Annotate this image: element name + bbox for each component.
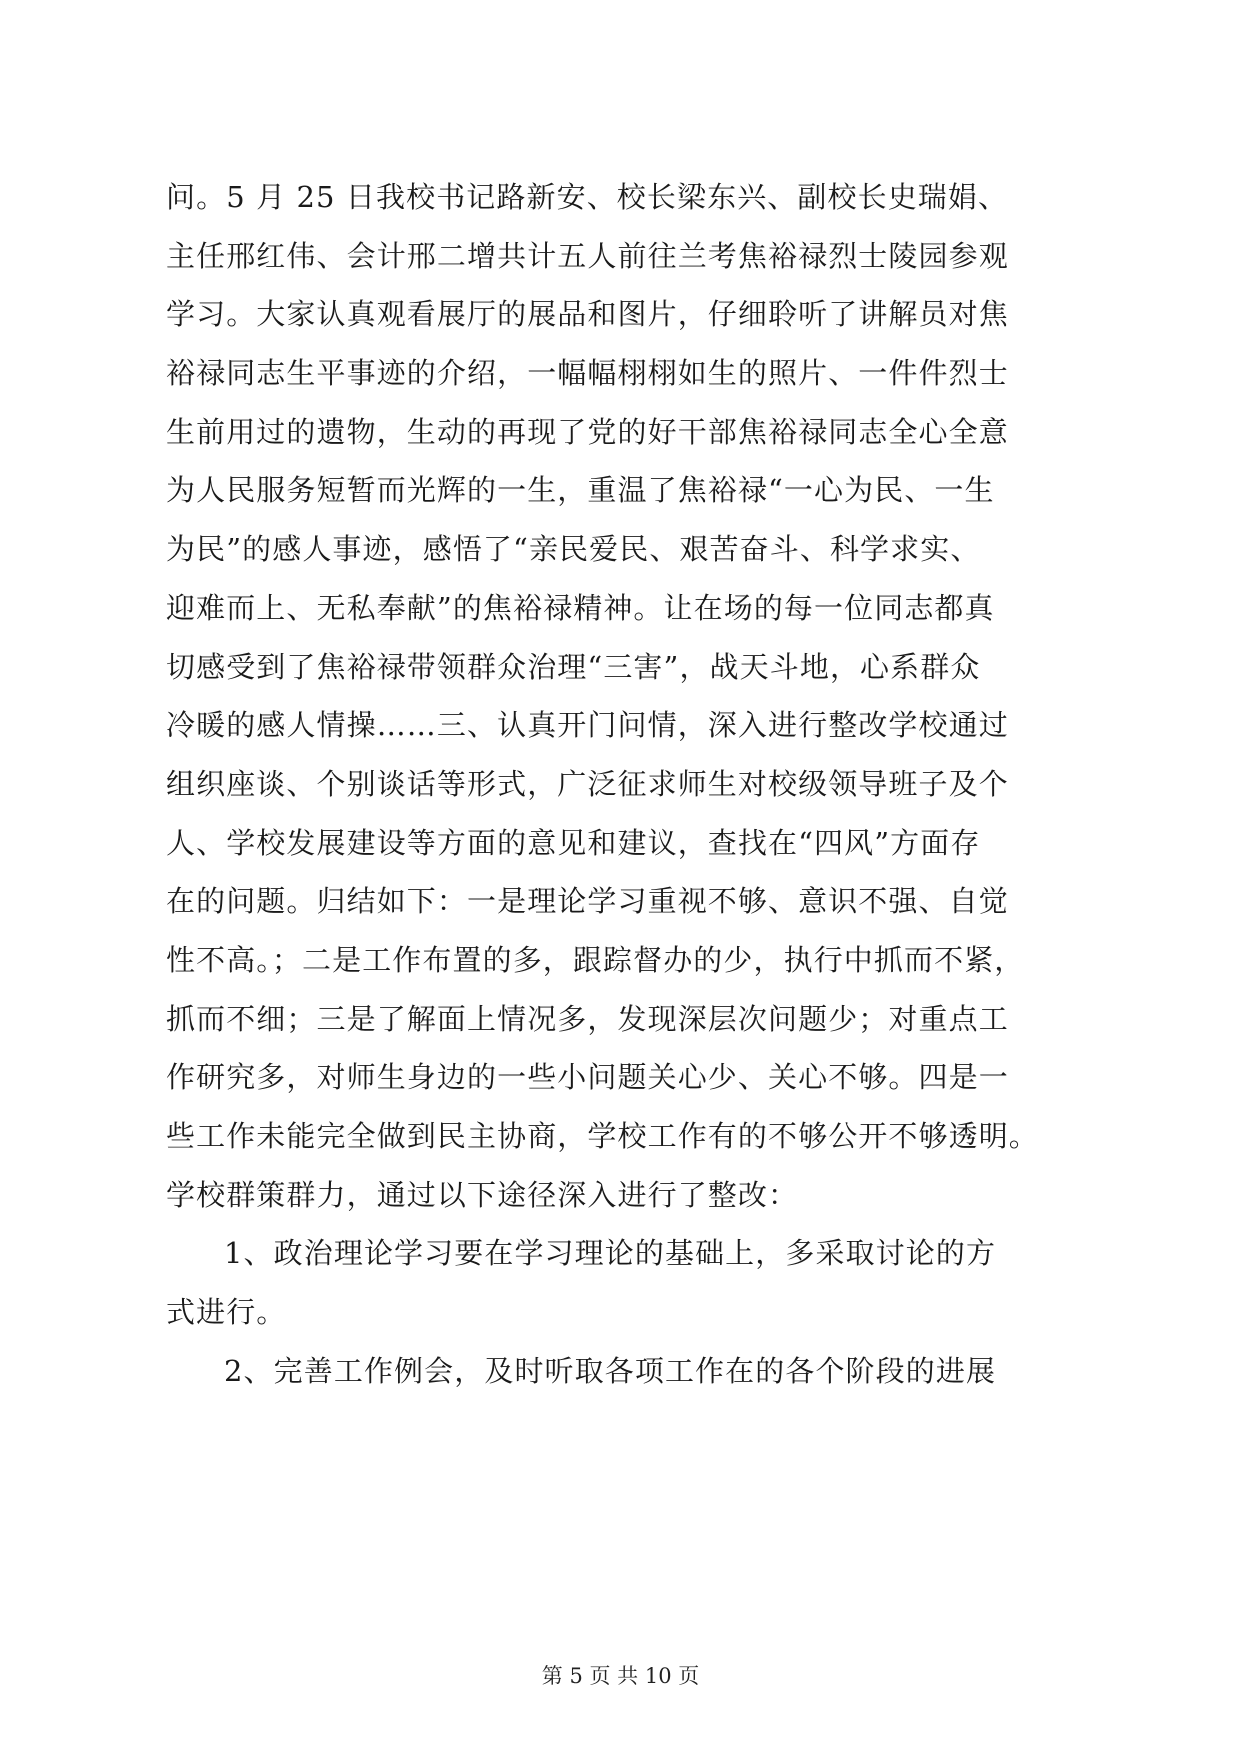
text-line: 学校群策群力，通过以下途径深入进行了整改： <box>166 1177 799 1212</box>
body-text <box>166 168 1086 1400</box>
list-item-line: 2、完善工作例会，及时听取各项工作在的各个阶段的进展 <box>224 1353 997 1388</box>
text-line: 冷暖的感人情操……三、认真开门问情，深入进行整改学校通过 <box>166 708 1009 743</box>
text-line: 为人民服务短暂而光辉的一生，重温了焦裕禄“一心为民、一生 <box>166 473 995 508</box>
text-line: 为民”的感人事迹，感悟了“亲民爱民、艰苦奋斗、科学求实、 <box>166 532 981 567</box>
text-line: 迎难而上、无私奉献”的焦裕禄精神。让在场的每一位同志都真 <box>166 590 995 625</box>
text-line: 性不高。；二是工作布置的多，跟踪督办的少，执行中抓而不紧， <box>166 942 1025 977</box>
text-line: 学习。大家认真观看展厅的展品和图片，仔细聆听了讲解员对焦 <box>166 297 1009 332</box>
text-line: 组织座谈、个别谈话等形式，广泛征求师生对校级领导班子及个 <box>166 766 1009 801</box>
text-line: 些工作未能完全做到民主协商，学校工作有的不够公开不够透明。 <box>166 1119 1039 1153</box>
text-line: 问。5 月 25 日我校书记路新安、校长梁东兴、副校长史瑞娟、 <box>166 180 1009 214</box>
page-number-footer: 第 5 页 共 10 页 <box>541 1664 700 1688</box>
text-line: 式进行。 <box>166 1295 287 1330</box>
text-line: 抓而不细；三是了解面上情况多，发现深层次问题少；对重点工 <box>166 1001 1009 1036</box>
text-line: 生前用过的遗物，生动的再现了党的好干部焦裕禄同志全心全意 <box>166 414 1009 449</box>
text-line: 在的问题。归结如下：一是理论学习重视不够、意识不强、自觉 <box>166 884 1009 919</box>
text-line: 切感受到了焦裕禄带领群众治理“三害”，战天斗地，心系群众 <box>166 649 981 684</box>
list-item-line: 1、政治理论学习要在学习理论的基础上，多采取讨论的方 <box>224 1236 997 1271</box>
text-line: 主任邢红伟、会计邢二增共计五人前往兰考焦裕禄烈士陵园参观 <box>166 238 1009 273</box>
text-line: 作研究多，对师生身边的一些小问题关心少、关心不够。四是一 <box>166 1060 1009 1095</box>
text-line: 裕禄同志生平事迹的介绍，一幅幅栩栩如生的照片、一件件烈士 <box>166 356 1009 391</box>
text-line: 人、学校发展建设等方面的意见和建议，查找在“四风”方面存 <box>166 825 981 860</box>
